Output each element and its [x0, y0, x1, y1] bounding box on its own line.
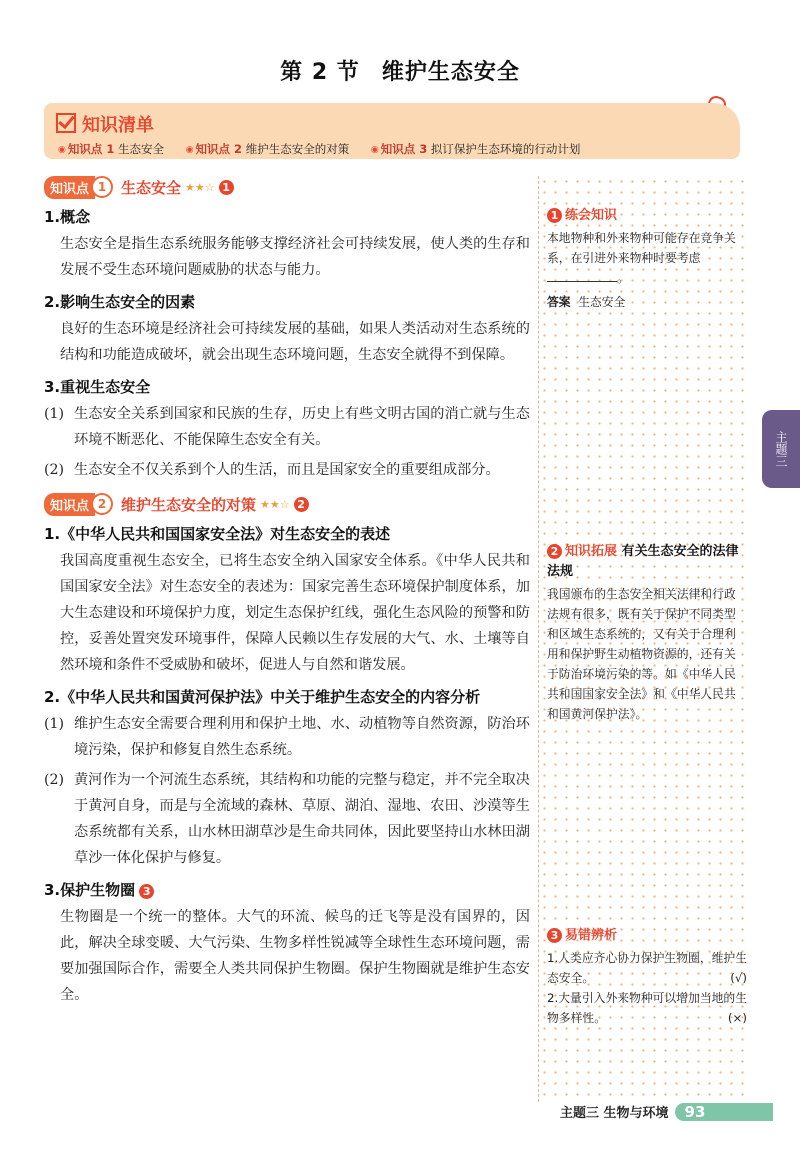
summary-point: ◉ 知识点 2 维护生态安全的对策	[186, 142, 350, 156]
list-item: (1) 维护生态安全需要合理利用和保护土地、水、动植物等自然资源，防治环境污染，保护和修复自然生态系统。	[44, 716, 530, 758]
side-box-text: 我国颁布的生态安全相关法律和行政法规有很多，既有关于保护不同类型和区域生态系统的，又有关于合理利用和保护野生动植物资源的，还有关于防治环境污染的等。如《中华人民共和国国家安全法》和《中华人民共和国黄河保护法》。	[547, 587, 736, 721]
side-box-heading: 1 练会知识	[547, 206, 747, 226]
subsection-heading: 1.《中华人民共和国国家安全法》对生态安全的表述	[44, 525, 391, 543]
side-box-extension	[547, 542, 747, 724]
list-item: 1.人类应齐心协力保护生物圈，维护生态安全。 (√)	[547, 951, 748, 985]
list-item: (2) 生态安全不仅关系到个人的生活，而且是国家安全的重要组成部分。	[44, 462, 500, 478]
kp-number: 1	[91, 176, 113, 198]
sidebar-notes	[538, 176, 751, 1102]
star-rating-icon: ★★☆	[260, 497, 290, 511]
subsection-heading: 2.《中华人民共和国黄河保护法》中关于维护生态安全的内容分析	[44, 688, 481, 706]
page-title	[0, 55, 800, 86]
side-box-heading: 3 易错辨析	[547, 926, 747, 946]
page-number: 93	[675, 1103, 773, 1121]
main-column	[44, 176, 530, 1014]
kp-number: 2	[91, 493, 113, 515]
paragraph: 良好的生态环境是经济社会可持续发展的基础，如果人类活动对生态系统的结构和功能造成破坏，就会出现生态环境问题，生态安全就得不到保障。	[60, 321, 530, 363]
kp-tag: 知识点	[44, 493, 95, 516]
side-box-answer: 答案 生态安全	[547, 295, 626, 309]
kp-title: 维护生态安全的对策	[121, 495, 257, 514]
summary-point: ◉ 知识点 1 生态安全	[58, 142, 164, 156]
side-box-error-analysis	[547, 926, 747, 1028]
knowledge-point-2-header	[44, 493, 530, 515]
section-number: 第 2 节	[280, 60, 360, 85]
side-ref-badge: 1	[219, 180, 234, 195]
answer-blank	[547, 269, 617, 282]
page-footer	[560, 1102, 773, 1121]
side-ref-badge: 3	[139, 884, 154, 899]
paragraph: 生物圈是一个统一的整体。大气的环流、候鸟的迁飞等是没有国界的，因此，解决全球变暖、大气污染、生物多样性锐减等全球性生态环境问题，需要加强国际合作，需要全人类共同保护生物圈。保护生物圈就是维护生态安全。	[60, 909, 530, 1003]
footer-topic: 主题三 生物与环境	[560, 1106, 669, 1121]
list-item: (1) 生态安全关系到国家和民族的生存，历史上有些文明古国的消亡就与生态环境不断恶化、不能保障生态安全有关。	[44, 406, 530, 448]
paragraph: 生态安全是指生态系统服务能够支撑经济社会可持续发展，使人类的生存和发展不受生态环境问题威胁的状态与能力。	[60, 236, 530, 278]
knowledge-summary-banner	[44, 103, 740, 159]
knowledge-point-1-header	[44, 176, 530, 198]
section-title: 维护生态安全	[381, 60, 520, 85]
subsection-heading: 2.影响生态安全的因素	[44, 293, 196, 311]
side-box-heading: 2 知识拓展 有关生态安全的法律法规	[547, 544, 739, 579]
side-ref-badge: 2	[294, 497, 309, 512]
kp-title: 生态安全	[121, 178, 182, 197]
side-box-text: 本地物种和外来物种可能存在竞争关系，在引进外来物种时要考虑。	[547, 231, 736, 285]
subsection-heading: 1.概念	[44, 208, 91, 226]
subsection-heading: 3.重视生态安全	[44, 378, 151, 396]
kp-tag: 知识点	[44, 176, 95, 199]
summary-heading: 知识清单	[56, 111, 154, 137]
summary-points	[58, 141, 598, 157]
subsection-heading: 3.保护生物圈 3	[44, 879, 530, 900]
topic-side-tab: 主题三	[762, 410, 800, 488]
star-rating-icon: ★★☆	[185, 180, 215, 194]
paragraph: 我国高度重视生态安全，已将生态安全纳入国家安全体系。《中华人民共和国国家安全法》对生态安全的表述为：国家完善生态环境保护制度体系，加大生态建设和环境保护力度，划定生态保护红线，强化生态风险的预警和防控，妥善处置突发环境事件，保障人民赖以生存发展的大气、水、土壤等自然环境和条件不受威胁和破坏，促进人与自然和谐发展。	[60, 553, 530, 673]
list-item: (2) 黄河作为一个河流生态系统，其结构和功能的完整与稳定，并不完全取决于黄河自身，而是与全流域的森林、草原、湖泊、湿地、农田、沙漠等生态系统都有关系，山水林田湖草沙是生命共同体，因此要坚持山水林田湖草沙一体化保护与修复。	[44, 772, 530, 866]
list-item: 2.大量引入外来物种可以增加当地的生物多样性。 (×)	[547, 991, 748, 1025]
summary-point: ◉ 知识点 3 拟订保护生态环境的行动计划	[371, 142, 581, 156]
side-box-practice	[547, 206, 747, 312]
checkbox-icon	[56, 113, 76, 133]
